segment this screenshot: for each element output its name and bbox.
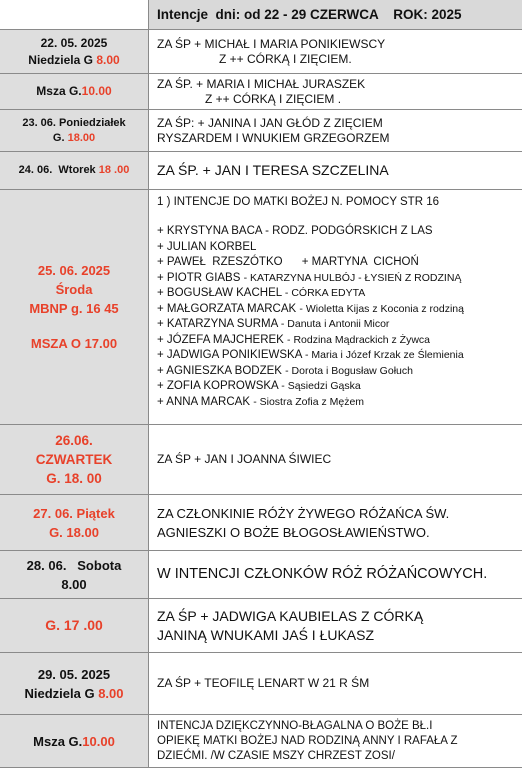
date-text: 22. 05. 2025 bbox=[40, 35, 108, 50]
list-item: + ZOFIA KOPROWSKA - Sąsiedzi Gąska bbox=[157, 380, 361, 392]
table-row bbox=[0, 714, 522, 768]
intention-line: ZA CZŁONKINIE RÓŻY ŻYWEGO RÓŻAŃCA ŚW. bbox=[157, 505, 450, 521]
table-row bbox=[0, 151, 522, 189]
mbnp-text: MBNP g. 16 45 bbox=[29, 301, 119, 316]
day-text: Msza G. bbox=[36, 84, 82, 98]
intention-cell bbox=[148, 495, 522, 550]
intention-cell bbox=[148, 152, 522, 189]
time-text: 18.00 bbox=[67, 131, 96, 144]
table-row bbox=[0, 424, 522, 494]
time-text: G. 18.00 bbox=[49, 524, 99, 540]
intention-line: Z ++ CÓRKĄ I ZIĘCIEM. bbox=[219, 51, 352, 66]
mass-time-text: MSZA O 17.00 bbox=[30, 336, 118, 351]
intention-cell bbox=[148, 551, 522, 598]
date-cell bbox=[0, 495, 148, 550]
time-text: 10.00 bbox=[82, 733, 115, 749]
list-item: + PAWEŁ RZESZÓTKO + MARTYNA CICHOŃ bbox=[157, 256, 419, 268]
intention-line: ZA ŚP + MICHAŁ I MARIA PONIKIEWSCY bbox=[157, 36, 386, 51]
list-item: + BOGUSŁAW KACHEL - CÓRKA EDYTA bbox=[157, 287, 366, 299]
list-item: + KRYSTYNA BACA - RODZ. PODGÓRSKICH Z LAS bbox=[157, 225, 433, 237]
day-text: CZWARTEK bbox=[35, 452, 113, 467]
header-row bbox=[0, 0, 522, 29]
intention-line: JANINĄ WNUKAMI JAŚ I ŁUKASZ bbox=[157, 626, 375, 643]
intention-intro: 1 ) INTENCJE DO MATKI BOŻEJ N. POMOCY STR 16 bbox=[157, 196, 440, 208]
header-title: Intencje dni: od 22 - 29 CZERWCA ROK: 2025 bbox=[148, 0, 522, 29]
list-item: + ANNA MARCAK - Siostra Zofia z Mężem bbox=[157, 395, 365, 408]
intention-line: INTENCJA DZIĘKCZYNNO-BŁAGALNA O BOŻE BŁ.I bbox=[157, 719, 433, 732]
time-text: 10.00 bbox=[81, 84, 112, 98]
intention-line: Z ++ CÓRKĄ I ZIĘCIEM . bbox=[205, 91, 342, 106]
intention-cell bbox=[148, 74, 522, 109]
time-text: 8.00 bbox=[61, 576, 87, 592]
intention-line: OPIEKĘ MATKI BOŻEJ NAD RODZINĄ ANNY I RAFAŁA Z bbox=[157, 734, 458, 747]
header-left-blank bbox=[0, 0, 148, 29]
list-item: + JULIAN KORBEL bbox=[157, 240, 257, 253]
time-text: 8.00 bbox=[96, 52, 120, 67]
table-row bbox=[0, 73, 522, 109]
intention-line: W INTENCJI CZŁONKÓW RÓŻ RÓŻAŃCOWYCH. bbox=[157, 566, 488, 582]
date-cell bbox=[0, 715, 148, 767]
intention-cell bbox=[148, 653, 522, 714]
date-cell bbox=[0, 599, 148, 652]
date-cell bbox=[0, 425, 148, 494]
date-cell bbox=[0, 653, 148, 714]
date-text: 27. 06. Piątek bbox=[33, 505, 115, 521]
intention-line: DZIEĆMI. /W CZASIE MSZY CHRZEST ZOSI/ bbox=[157, 749, 395, 762]
intention-cell bbox=[148, 30, 522, 73]
table-row bbox=[0, 29, 522, 73]
intention-line: ZA ŚP + TEOFILĘ LENART W 21 R ŚM bbox=[157, 676, 370, 690]
intention-cell bbox=[148, 599, 522, 652]
date-text: 25. 06. 2025 bbox=[37, 263, 111, 278]
date-cell bbox=[0, 190, 148, 424]
date-cell bbox=[0, 551, 148, 598]
table-row bbox=[0, 494, 522, 550]
table-row bbox=[0, 189, 522, 424]
time-text: G. 18. 00 bbox=[46, 471, 102, 486]
intention-line: RYSZARDEM I WNUKIEM GRZEGORZEM bbox=[157, 130, 390, 145]
date-text: 26.06. bbox=[55, 433, 93, 448]
day-text: Msza G. bbox=[33, 733, 83, 749]
table-row bbox=[0, 598, 522, 652]
list-item: + JÓZEFA MAJCHEREK - Rodzina Mądrackich z Żywca bbox=[157, 333, 431, 346]
date-text: 23. 06. Poniedziałek bbox=[22, 116, 126, 129]
table-row bbox=[0, 652, 522, 714]
intention-line: AGNIESZKI O BOŻE BŁOGOSŁAWIEŃSTWO. bbox=[157, 524, 430, 540]
date-cell bbox=[0, 110, 148, 151]
list-item: + KATARZYNA SURMA - Danuta i Antonii Micor bbox=[157, 318, 390, 330]
list-item: + PIOTR GIABS - KATARZYNA HULBÓJ - ŁYSIEŃ Z RODZINĄ bbox=[157, 271, 462, 284]
date-text: 24. 06. Wtorek bbox=[18, 164, 96, 176]
time-text: 18 .00 bbox=[98, 164, 130, 176]
intention-line: ZA ŚP. + MARIA I MICHAŁ JURASZEK bbox=[157, 76, 366, 91]
intention-cell bbox=[148, 190, 522, 424]
time-text: G. 17 .00 bbox=[45, 617, 103, 633]
day-text: Niedziela G bbox=[24, 685, 95, 701]
day-text: Środa bbox=[55, 282, 93, 297]
intention-line: ZA ŚP + JAN I JOANNA ŚIWIEC bbox=[157, 452, 332, 466]
date-cell bbox=[0, 30, 148, 73]
list-item: + MAŁGORZATA MARCAK - Wioletta Kijas z Koconia z rodziną bbox=[157, 302, 464, 315]
list-item: + AGNIESZKA BODZEK - Dorota i Bogusław Gołuch bbox=[157, 364, 413, 377]
date-cell bbox=[0, 74, 148, 109]
intention-cell bbox=[148, 110, 522, 151]
date-text: 28. 06. Sobota bbox=[26, 557, 122, 573]
date-cell bbox=[0, 152, 148, 189]
list-item: + JADWIGA PONIKIEWSKA - Maria i Józef Krzak ze Ślemienia bbox=[157, 349, 464, 361]
table-row bbox=[0, 109, 522, 151]
time-text: 8.00 bbox=[98, 685, 124, 701]
table-row bbox=[0, 550, 522, 598]
date-text: 29. 05. 2025 bbox=[37, 666, 111, 682]
intention-line: ZA ŚP: + JANINA I JAN GŁÓD Z ZIĘCIEM bbox=[157, 115, 383, 130]
intention-cell bbox=[148, 715, 522, 767]
day-text: Niedziela G bbox=[28, 52, 93, 67]
intention-cell bbox=[148, 425, 522, 494]
intention-line: ZA ŚP + JADWIGA KAUBIELAS Z CÓRKĄ bbox=[157, 607, 424, 624]
day-text: G. bbox=[52, 131, 65, 144]
intention-line: ZA ŚP. + JAN I TERESA SZCZELINA bbox=[157, 162, 389, 178]
